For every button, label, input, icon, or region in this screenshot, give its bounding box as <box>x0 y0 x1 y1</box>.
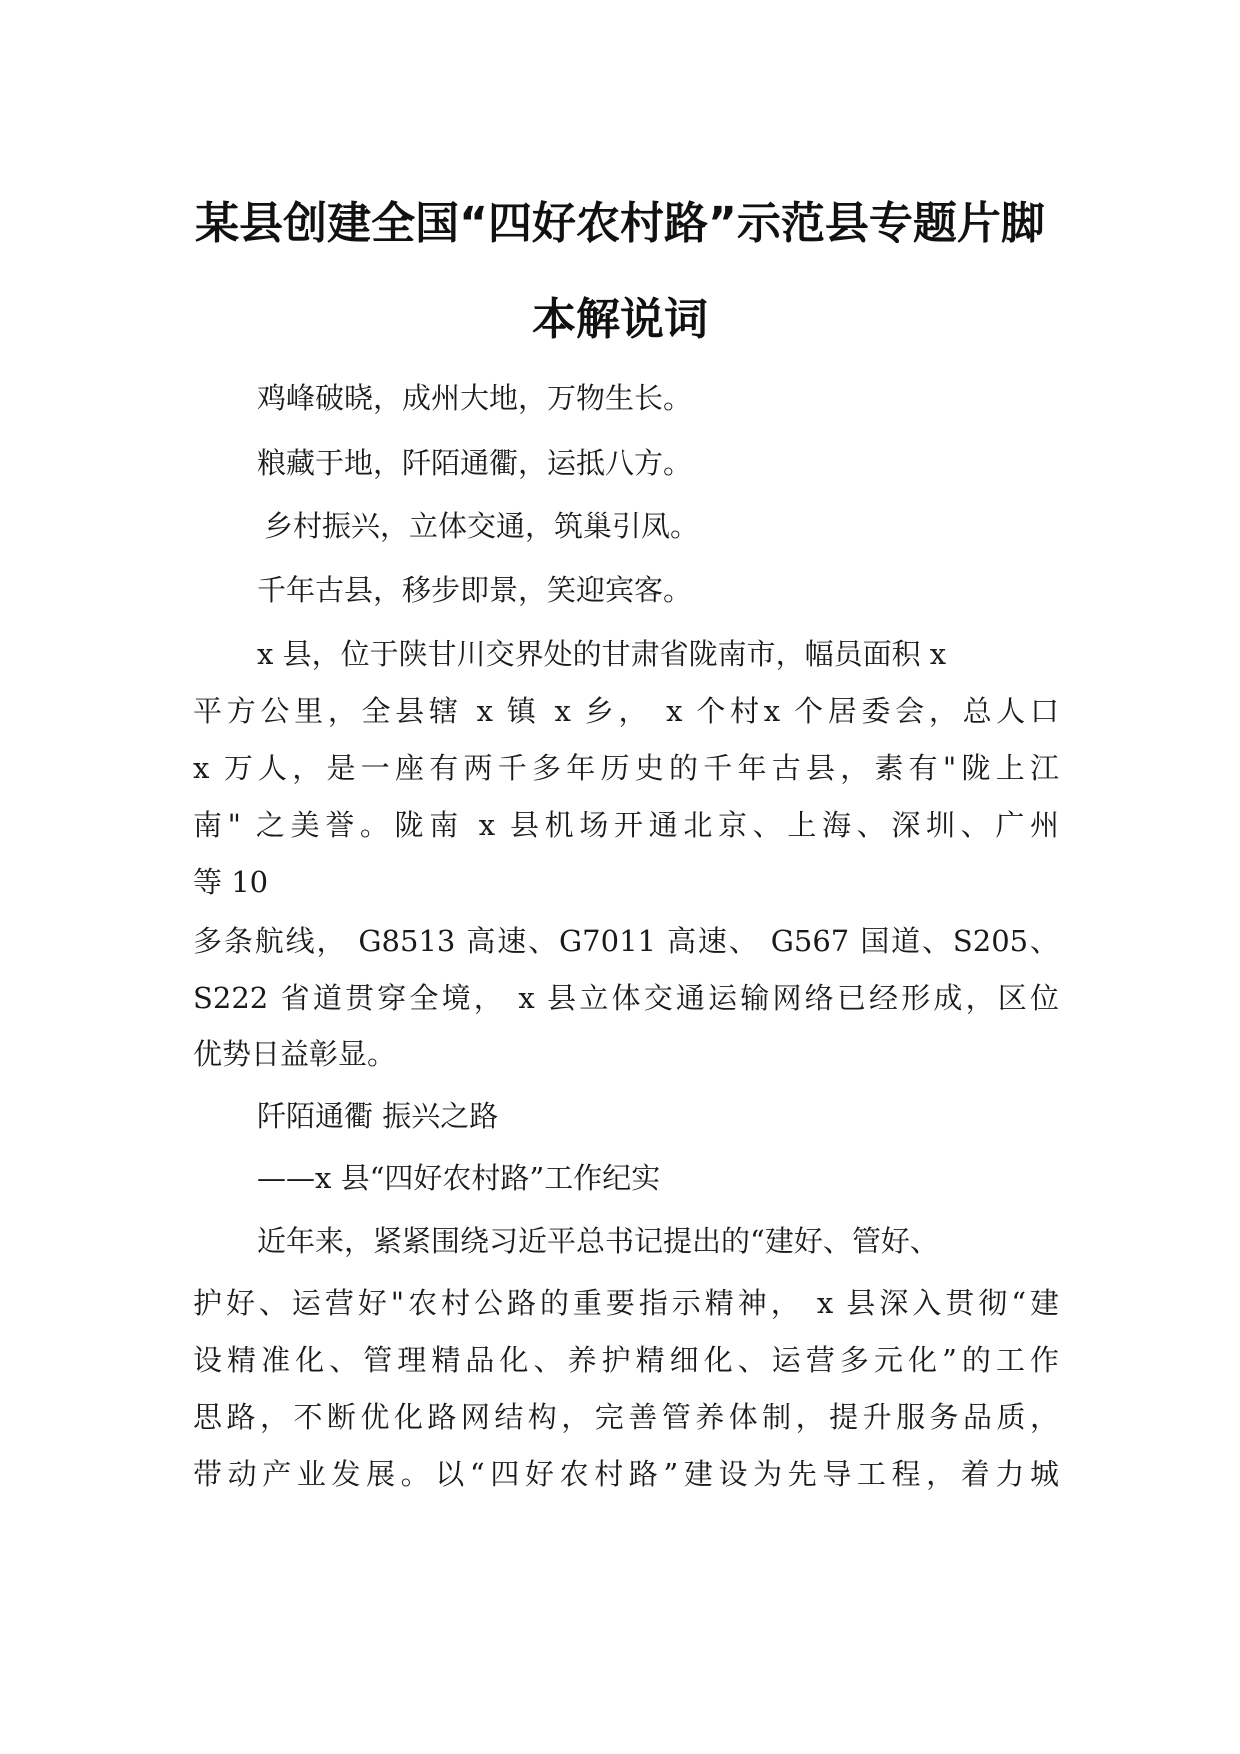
body-line: 鸡峰破晓，成州大地，万物生长。 <box>257 381 693 415</box>
body-line: 设精准化、管理精品化、养护精细化、运营多元化”的工作 <box>193 1343 1059 1377</box>
body-line: 等 10 <box>193 865 269 899</box>
body-line: 粮藏于地，阡陌通衢，运抵八方。 <box>257 446 693 480</box>
document-title-line-1: 某县创建全国“四好农村路”示范县专题片脚 <box>195 198 1045 249</box>
body-line: 带动产业发展。以“四好农村路”建设为先导工程，着力城 <box>193 1457 1059 1491</box>
document-title-line-2: 本解说词 <box>532 294 708 345</box>
body-line: S222 省道贯穿全境， x 县立体交通运输网络已经形成，区位 <box>193 981 1059 1015</box>
body-line: 思路，不断优化路网结构，完善管养体制，提升服务品质， <box>193 1400 1059 1434</box>
body-line: x 县，位于陕甘川交界处的甘肃省陇南市，幅员面积 x <box>257 637 947 671</box>
body-line: x 万人，是一座有两千多年历史的千年古县，素有"陇上江 <box>193 751 1059 785</box>
body-line: 近年来，紧紧围绕习近平总书记提出的“建好、管好、 <box>257 1224 939 1258</box>
body-line: 乡村振兴，立体交通，筑巢引凤。 <box>264 509 700 543</box>
section-subheading: ——x 县“四好农村路”工作纪实 <box>257 1161 661 1195</box>
section-heading: 阡陌通衢 振兴之路 <box>257 1099 499 1133</box>
body-line: 护好、运营好"农村公路的重要指示精神， x 县深入贯彻“建 <box>193 1286 1059 1320</box>
body-line: 多条航线， G8513 高速、G7011 高速、 G567 国道、S205、 <box>193 924 1059 958</box>
body-line: 南" 之美誉。陇南 x 县机场开通北京、上海、深圳、广州 <box>193 808 1059 842</box>
body-line: 千年古县，移步即景，笑迎宾客。 <box>257 573 693 607</box>
body-line: 优势日益彰显。 <box>193 1037 397 1071</box>
body-line: 平方公里，全县辖 x 镇 x 乡， x 个村x 个居委会，总人口 <box>193 694 1059 728</box>
